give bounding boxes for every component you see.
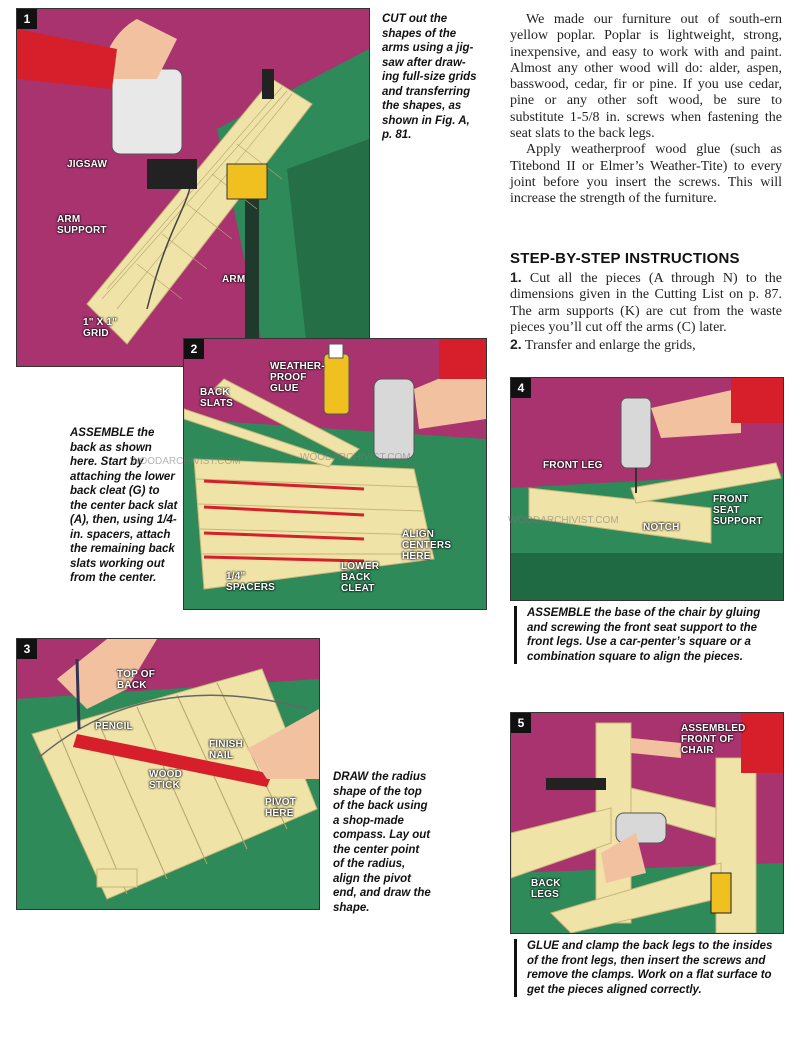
figure-3-caption-lead: DRAW (333, 771, 369, 783)
figure-1-label-arm-support: ARM SUPPORT (57, 214, 107, 236)
figure-3-caption-text: the radius shape of the top of the back using a shop-made compass. Lay out the center point of the radius, align the pivot end, and draw the shape. (333, 771, 431, 914)
figure-5-caption-lead: GLUE (527, 940, 559, 952)
figure-5-photo (510, 712, 784, 934)
figure-2-label-spacers: 1/4" SPACERS (226, 571, 276, 593)
figure-2-label-cleat: LOWER BACK CLEAT (341, 561, 380, 594)
figure-4-label-front-leg: FRONT LEG (543, 460, 603, 471)
instructions-heading: STEP-BY-STEP INSTRUCTIONS (510, 250, 740, 267)
step-1-number: 1. (510, 269, 522, 285)
figure-2-label-glue: WEATHER- PROOF GLUE (270, 361, 325, 394)
figure-2-illustration (184, 339, 486, 609)
figure-2-caption (70, 426, 178, 586)
figure-1-label-jigsaw: JIGSAW (67, 159, 108, 170)
intro-text (510, 12, 782, 208)
figure-4-caption-text: the base of the chair by gluing and screwing the front seat support to the front legs. Use a car-penter’s square or a combination square to align the pieces. (527, 607, 761, 663)
figure-4-label-support: FRONT SEAT SUPPORT (713, 494, 763, 527)
figure-1-caption (382, 12, 477, 143)
intro-paragraph-1: We made our furniture out of south-ern yellow poplar. Poplar is lightweight, strong, inexpensive, and easy to work with and paint. Almost any other wood will do: alder, aspen, basswood, cedar, fir or pine. If you use cedar, pine or any other soft wood, be sure to substitute 1-5/8 in. screws when fastening the seat slats to the back legs. (510, 12, 782, 142)
intro-paragraph-2: Apply weatherproof wood glue (such as Titebond II or Elmer’s Weather-Tite) to every joint before you insert the screws. This will increase the strength of the furniture. (510, 142, 782, 207)
watermark-left: WOODARCHIVIST.COM (130, 456, 241, 467)
figure-2-caption-lead: ASSEMBLE (70, 427, 134, 439)
figure-3-label-pencil: PENCIL (95, 721, 133, 732)
figure-2-label-align: ALIGN CENTERS HERE (402, 529, 452, 562)
figure-1-photo (16, 8, 370, 367)
figure-1-caption-lead: CUT (382, 13, 406, 25)
figure-4-label-notch: NOTCH (643, 522, 680, 533)
figure-3-caption (333, 770, 433, 915)
figure-2-number: 2 (184, 339, 204, 359)
step-2 (510, 336, 782, 354)
figure-3-photo (16, 638, 320, 910)
figure-1-label-arm: ARM (222, 274, 246, 285)
figure-3-label-stick: WOOD STICK (149, 769, 183, 791)
figure-1-number: 1 (17, 9, 37, 29)
figure-1-caption-text: out the shapes of the arms using a jig-saw after draw-ing full-size grids and transferring the shapes, as shown in Fig. A, p. 81. (382, 13, 477, 141)
figure-5-label-back-legs: BACK LEGS (531, 878, 561, 900)
figure-1-illustration (17, 9, 369, 366)
figure-4-photo (510, 377, 784, 601)
figure-2-caption-text: the back as shown here. Start by attaching the lower back cleat (G) to the center back slat (A), then, using 1/4-in. spacers, attach the remaining back slats working out from the center. (70, 427, 178, 584)
watermark-right: WOODARCHIVIST.COM (508, 515, 619, 526)
figure-2-label-back-slats: BACK SLATS (200, 387, 234, 409)
figure-5-caption (514, 939, 782, 997)
instructions-text (510, 269, 782, 354)
figure-4-caption-lead: ASSEMBLE (527, 607, 591, 619)
figure-5-number: 5 (511, 713, 531, 733)
figure-3-label-top: TOP OF BACK (117, 669, 156, 691)
watermark-center: WOODARCHIVIST.COM (300, 452, 411, 463)
figure-5-label-front: ASSEMBLED FRONT OF CHAIR (681, 723, 746, 756)
figure-2-photo (183, 338, 487, 610)
step-2-text: Transfer and enlarge the grids, (521, 338, 696, 354)
figure-4-number: 4 (511, 378, 531, 398)
step-1 (510, 269, 782, 336)
step-2-number: 2. (510, 336, 522, 353)
figure-3-number: 3 (17, 639, 37, 659)
figure-3-label-nail: FINISH NAIL (209, 739, 243, 761)
step-1-text: Cut all the pieces (A through N) to the dimensions given in the Cutting List on p. 87. The arm supports (K) are cut from the waste pieces you’ll cut off the arms (C) later. (510, 271, 782, 335)
figure-5-caption-text: and clamp the back legs to the insides of the front legs, then insert the screws and remove the clamps. Work on a flat surface to get the pieces aligned correctly. (527, 940, 773, 996)
figure-4-illustration (511, 378, 783, 600)
figure-1-label-grid: 1" X 1" GRID (83, 317, 118, 339)
figure-4-caption (514, 606, 782, 664)
figure-3-label-pivot: PIVOT HERE (265, 797, 297, 819)
